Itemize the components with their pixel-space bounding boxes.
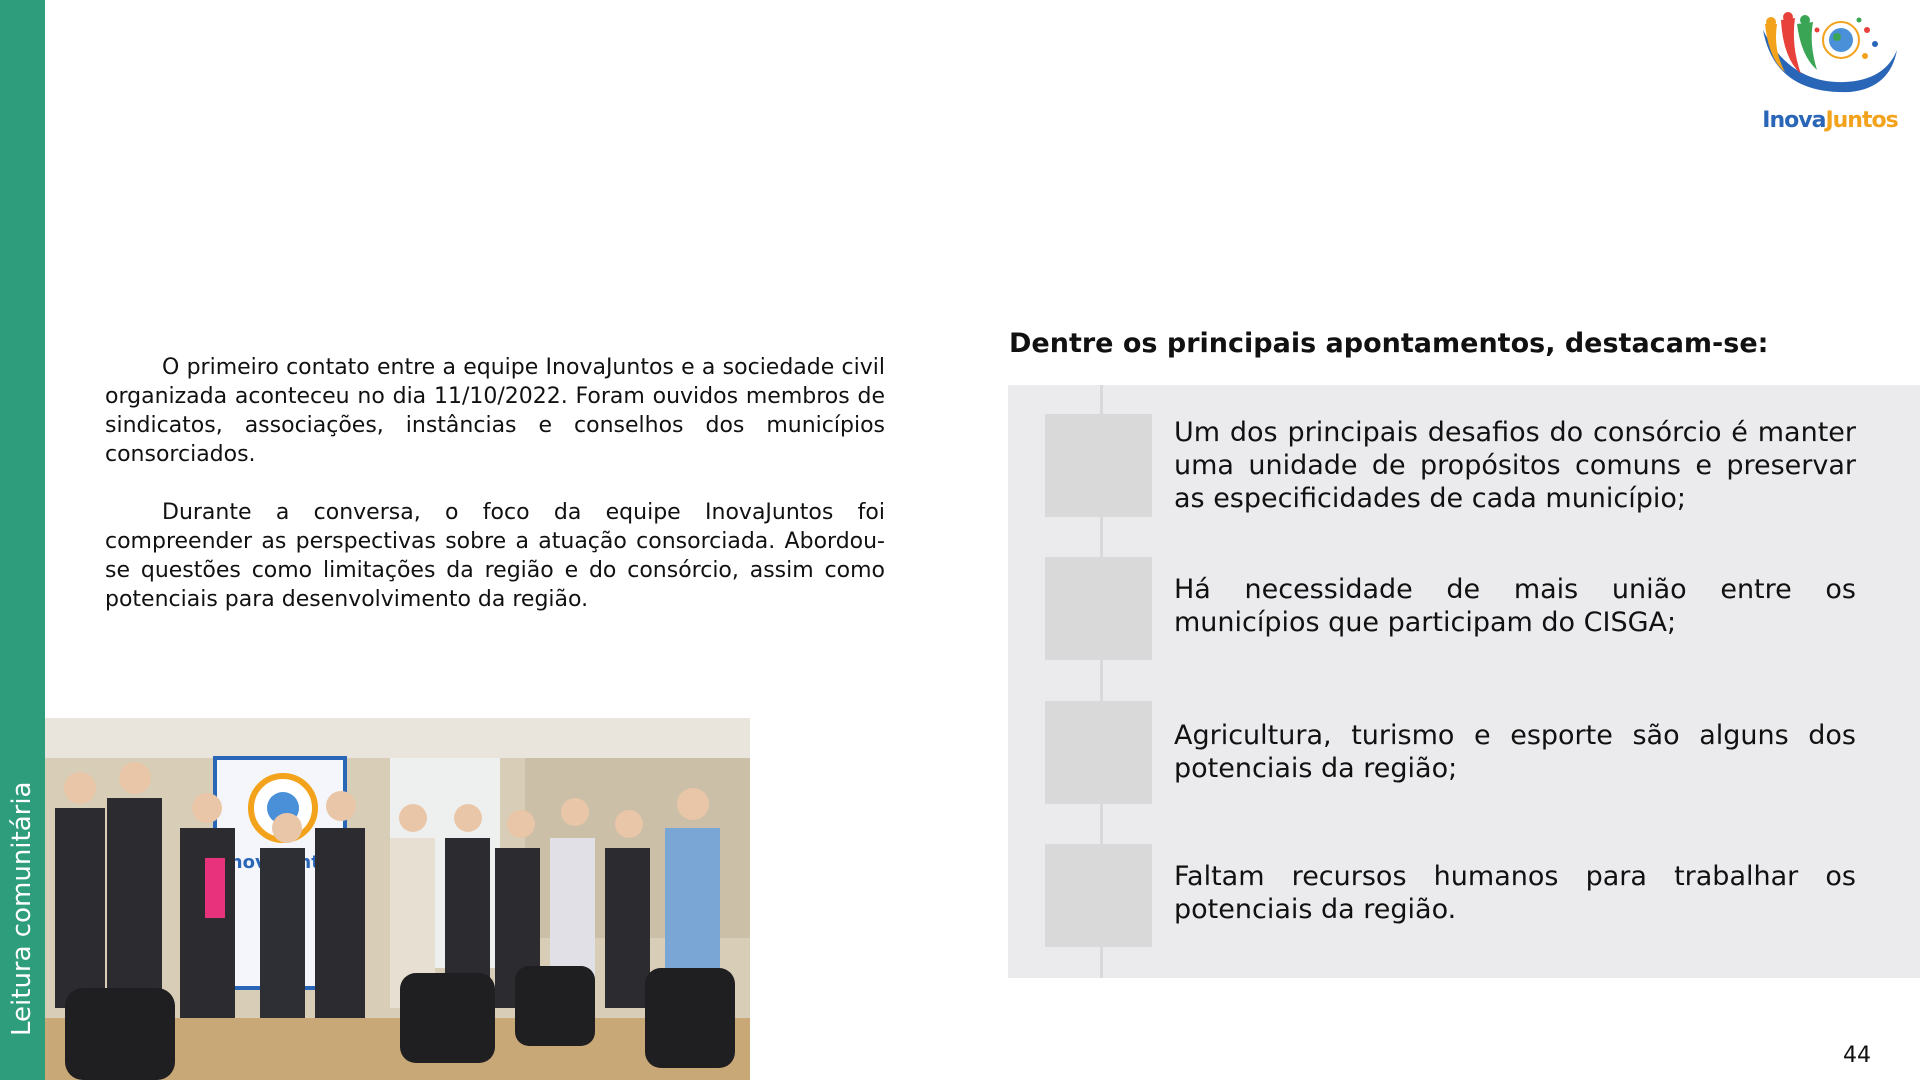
list-item-marker bbox=[1045, 844, 1152, 947]
highlights-title: Dentre os principais apontamentos, destacam-se: bbox=[1009, 328, 1769, 359]
group-photo-image bbox=[45, 718, 750, 1080]
intro-paragraph: O primeiro contato entre a equipe InovaJuntos e a sociedade civil organizada aconteceu no dia 11/10/2022. Foram ouvidos membros de sindicatos, associações, instâncias e conselhos dos municípios consorciados. bbox=[105, 355, 885, 467]
sidebar bbox=[0, 0, 45, 1080]
list-item: Há necessidade de mais união entre os municípios que participam do CISGA; bbox=[1174, 574, 1856, 638]
highlights-panel bbox=[1008, 385, 1920, 978]
group-photo bbox=[45, 718, 750, 1080]
list-item: Um dos principais desafios do consórcio é manter uma unidade de propósitos comuns e preservar as especificidades de cada município; bbox=[1174, 417, 1856, 514]
inovajuntos-logo bbox=[1755, 10, 1905, 135]
logo-wordmark bbox=[1755, 108, 1905, 133]
list-item: Faltam recursos humanos para trabalhar os potenciais da região. bbox=[1174, 861, 1856, 925]
list-item-marker bbox=[1045, 701, 1152, 804]
logo-icon bbox=[1755, 10, 1905, 110]
logo-wordmark-part1: Inova bbox=[1762, 108, 1826, 133]
intro-text bbox=[105, 353, 885, 643]
page-number: 44 bbox=[1843, 1043, 1871, 1068]
logo-wordmark-part2: Juntos bbox=[1825, 108, 1898, 133]
section-label: Leitura comunitária bbox=[7, 781, 37, 1036]
list-item-marker bbox=[1045, 557, 1152, 660]
intro-paragraph: Durante a conversa, o foco da equipe InovaJuntos foi compreender as perspectivas sobre a atuação consorciada. Abordou-se questões como limitações da região e do consórcio, assim como potenciais para desenvolvimento da região. bbox=[105, 500, 885, 612]
list-item-marker bbox=[1045, 414, 1152, 517]
list-item: Agricultura, turismo e esporte são alguns dos potenciais da região; bbox=[1174, 720, 1856, 784]
